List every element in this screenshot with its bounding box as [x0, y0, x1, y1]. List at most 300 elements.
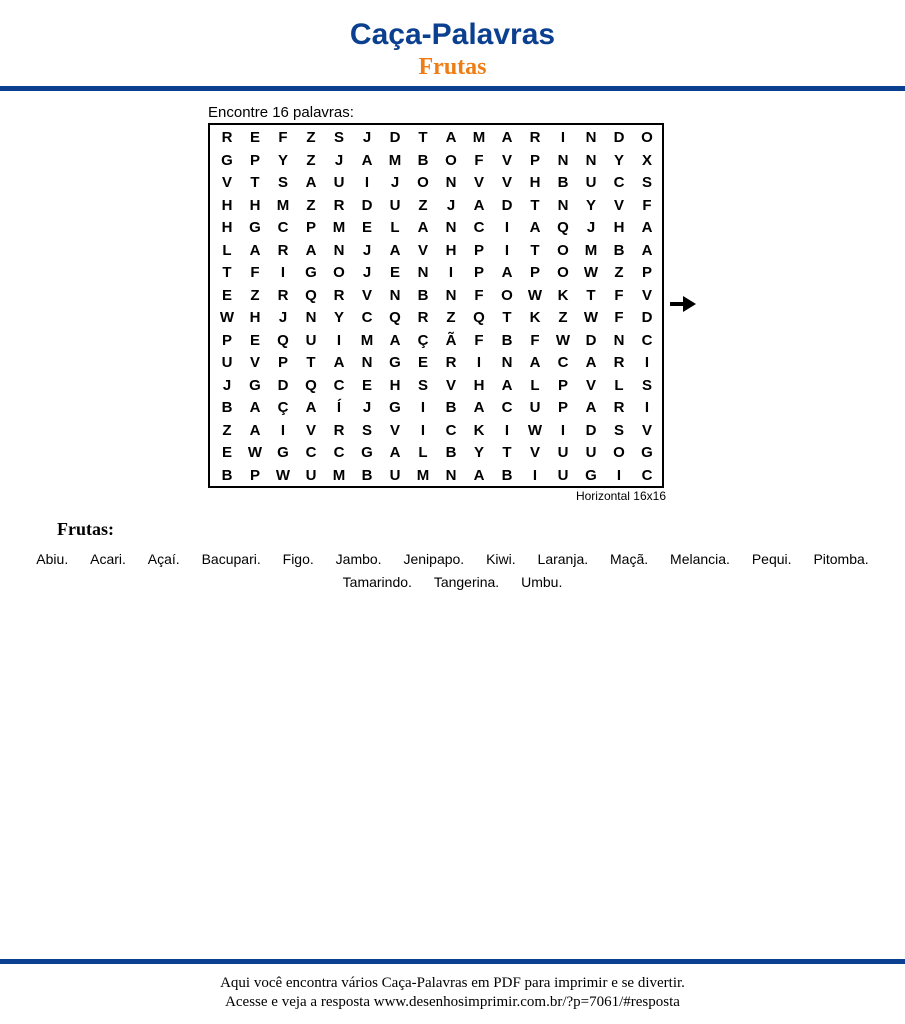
grid-cell: A — [501, 376, 513, 394]
grid-cell: C — [277, 219, 289, 237]
grid-cell: N — [501, 354, 513, 372]
grid-row — [213, 375, 662, 398]
grid-cell: T — [586, 286, 596, 304]
grid-cell: A — [389, 444, 401, 462]
grid-cell: U — [389, 466, 401, 484]
header-divider — [0, 86, 905, 91]
grid-cell: S — [613, 421, 624, 439]
grid-cell: N — [333, 241, 345, 259]
grid-cell: E — [389, 264, 400, 282]
grid-cell: I — [560, 129, 566, 147]
grid-cell: G — [641, 444, 653, 462]
grid-cell: U — [305, 466, 317, 484]
grid-cell: R — [613, 399, 625, 417]
grid-cell: I — [336, 331, 342, 349]
grid-cell: B — [501, 331, 513, 349]
grid-cell: P — [641, 264, 652, 282]
grid-cell: P — [249, 151, 260, 169]
grid-cell: W — [583, 264, 599, 282]
word-list-item: Tamarindo. — [342, 574, 412, 590]
grid-row — [213, 352, 662, 375]
grid-cell: A — [501, 264, 513, 282]
grid-row — [213, 127, 662, 150]
grid-cell: B — [613, 241, 625, 259]
grid-cell: K — [473, 421, 485, 439]
grid-cell: C — [473, 219, 485, 237]
grid-cell: H — [445, 241, 457, 259]
grid-cell: I — [616, 466, 622, 484]
grid-cell: Y — [333, 309, 344, 327]
grid-row — [213, 195, 662, 218]
grid-cell: N — [585, 129, 597, 147]
grid-cell: U — [585, 444, 597, 462]
grid-row — [213, 420, 662, 443]
grid-cell: J — [278, 309, 288, 327]
grid-cell: N — [585, 151, 597, 169]
grid-row — [213, 150, 662, 173]
footer-line-1: Aqui você encontra vários Caça-Palavras em PDF para imprimir e se divertir. — [220, 975, 685, 991]
grid-cell: N — [361, 354, 373, 372]
word-list-item: Pequi. — [751, 551, 792, 567]
grid-cell: K — [529, 309, 541, 327]
grid-row — [213, 307, 662, 330]
grid-cell: R — [529, 129, 541, 147]
grid-cell: A — [641, 219, 653, 237]
grid-row — [213, 465, 662, 488]
grid-cell: Z — [418, 196, 428, 214]
grid-cell: L — [390, 219, 400, 237]
grid-cell: R — [445, 354, 457, 372]
grid-cell: N — [417, 264, 429, 282]
word-list-item: Pitomba. — [813, 551, 869, 567]
grid-cell: G — [249, 376, 261, 394]
grid-cell: N — [613, 331, 625, 349]
word-list-item: Figo. — [282, 551, 314, 567]
grid-cell: P — [529, 151, 540, 169]
grid-cell: G — [277, 444, 289, 462]
grid-cell: L — [614, 376, 624, 394]
grid-cell: A — [501, 129, 513, 147]
grid-row — [213, 285, 662, 308]
grid-cell: H — [221, 196, 233, 214]
grid-cell: W — [219, 309, 235, 327]
grid-cell: N — [557, 151, 569, 169]
grid-cell: U — [529, 399, 541, 417]
grid-cell: G — [361, 444, 373, 462]
grid-cell: A — [249, 241, 261, 259]
grid-cell: I — [364, 174, 370, 192]
grid-cell: Q — [305, 376, 317, 394]
word-list-item: Melancia. — [670, 551, 730, 567]
grid-cell: Z — [558, 309, 568, 327]
grid-cell: I — [448, 264, 454, 282]
grid-cell: Z — [306, 196, 316, 214]
grid-cell: N — [305, 309, 317, 327]
grid-cell: M — [584, 241, 598, 259]
grid-cell: P — [529, 264, 540, 282]
grid-cell: A — [389, 331, 401, 349]
grid-cell: Ã — [445, 331, 457, 349]
grid-cell: S — [333, 129, 344, 147]
grid-cell: U — [389, 196, 401, 214]
grid-cell: J — [334, 151, 344, 169]
grid-cell: B — [501, 466, 513, 484]
grid-cell: D — [585, 421, 597, 439]
grid-cell: I — [644, 354, 650, 372]
grid-cell: D — [585, 331, 597, 349]
grid-cell: H — [473, 376, 485, 394]
grid-cell: U — [557, 466, 569, 484]
grid-cell: G — [249, 219, 261, 237]
grid-row — [213, 240, 662, 263]
grid-cell: B — [221, 399, 233, 417]
grid-cell: T — [306, 354, 316, 372]
grid-cell: Z — [222, 421, 232, 439]
grid-cell: V — [389, 421, 400, 439]
grid-cell: M — [332, 219, 346, 237]
grid-cell: M — [388, 151, 402, 169]
grid-cell: H — [613, 219, 625, 237]
grid-cell: F — [530, 331, 540, 349]
grid-cell: O — [501, 286, 513, 304]
grid-caption: Horizontal 16x16 — [575, 489, 666, 503]
word-list-heading: Frutas: — [57, 519, 114, 539]
grid-cell: D — [501, 196, 513, 214]
grid-cell: Y — [473, 444, 484, 462]
word-list-item: Jambo. — [335, 551, 382, 567]
word-list — [20, 548, 885, 594]
word-list-item: Kiwi. — [486, 551, 516, 567]
word-list-item: Açaí. — [147, 551, 180, 567]
grid-cell: V — [361, 286, 372, 304]
grid-cell: A — [249, 399, 261, 417]
grid-cell: Z — [306, 151, 316, 169]
grid-cell: V — [445, 376, 456, 394]
grid-cell: Y — [613, 151, 624, 169]
grid-cell: M — [276, 196, 290, 214]
footer-divider — [0, 959, 905, 964]
grid-cell: S — [641, 174, 652, 192]
grid-cell: B — [557, 174, 569, 192]
grid-cell: W — [527, 286, 543, 304]
grid-cell: G — [389, 354, 401, 372]
grid-cell: F — [278, 129, 288, 147]
grid-cell: Q — [389, 309, 401, 327]
grid-cell: R — [333, 286, 345, 304]
grid-cell: M — [472, 129, 486, 147]
grid-cell: A — [249, 421, 261, 439]
grid-cell: B — [417, 286, 429, 304]
grid-cell: P — [557, 399, 568, 417]
grid-cell: C — [305, 444, 317, 462]
grid-cell: E — [221, 444, 232, 462]
grid-row — [213, 217, 662, 240]
grid-cell: C — [333, 444, 345, 462]
grid-cell: V — [529, 444, 540, 462]
grid-cell: R — [333, 421, 345, 439]
grid-cell: B — [361, 466, 373, 484]
grid-cell: S — [641, 376, 652, 394]
grid-cell: Y — [585, 196, 596, 214]
grid-cell: T — [530, 196, 540, 214]
grid-cell: J — [446, 196, 456, 214]
grid-cell: V — [473, 174, 484, 192]
grid-cell: A — [529, 219, 541, 237]
grid-cell: I — [560, 421, 566, 439]
word-list-item: Jenipapo. — [403, 551, 465, 567]
grid-cell: W — [275, 466, 291, 484]
grid-cell: Z — [306, 129, 316, 147]
grid-cell: U — [585, 174, 597, 192]
right-arrow-icon — [670, 296, 696, 312]
grid-cell: A — [473, 466, 485, 484]
word-list-item: Bacupari. — [201, 551, 261, 567]
grid-cell: C — [333, 376, 345, 394]
footer-line-2: Acesse e veja a resposta www.desenhosimprimir.com.br/?p=7061/#resposta — [225, 994, 680, 1010]
grid-cell: U — [221, 354, 233, 372]
grid-cell: E — [361, 376, 372, 394]
grid-cell: I — [504, 219, 510, 237]
grid-cell: Y — [277, 151, 288, 169]
grid-cell: B — [417, 151, 429, 169]
grid-cell: O — [641, 129, 653, 147]
grid-cell: P — [277, 354, 288, 372]
page-title: Caça-Palavras — [349, 18, 556, 51]
grid-cell: S — [417, 376, 428, 394]
grid-cell: G — [585, 466, 597, 484]
grid-cell: A — [445, 129, 457, 147]
word-list-item: Umbu. — [521, 574, 563, 590]
grid-cell: O — [417, 174, 429, 192]
grid-cell: C — [613, 174, 625, 192]
grid-cell: C — [557, 354, 569, 372]
grid-cell: H — [249, 196, 261, 214]
word-list-item: Maçã. — [610, 551, 649, 567]
grid-cell: V — [221, 174, 232, 192]
grid-cell: N — [445, 174, 457, 192]
word-list-item: Laranja. — [537, 551, 589, 567]
grid-cell: J — [362, 129, 372, 147]
grid-cell: C — [445, 421, 457, 439]
grid-cell: V — [641, 421, 652, 439]
grid-cell: O — [557, 241, 569, 259]
grid-cell: E — [221, 286, 232, 304]
grid-cell: F — [474, 286, 484, 304]
grid-cell: T — [418, 129, 428, 147]
grid-cell: A — [585, 354, 597, 372]
grid-cell: I — [420, 399, 426, 417]
grid-cell: S — [277, 174, 288, 192]
grid-cell: M — [332, 466, 346, 484]
word-list-item: Tangerina. — [433, 574, 500, 590]
grid-cell: I — [280, 421, 286, 439]
grid-cell: I — [420, 421, 426, 439]
grid-cell: D — [361, 196, 373, 214]
grid-cell: B — [445, 444, 457, 462]
grid-cell: F — [250, 264, 260, 282]
grid-cell: R — [417, 309, 429, 327]
grid-row — [213, 397, 662, 420]
grid-cell: P — [221, 331, 232, 349]
grid-cell: V — [613, 196, 624, 214]
grid-cell: C — [641, 466, 653, 484]
grid-cell: A — [529, 354, 541, 372]
grid-cell: A — [473, 399, 485, 417]
grid-row — [213, 442, 662, 465]
grid-cell: Q — [277, 331, 289, 349]
grid-cell: A — [417, 219, 429, 237]
grid-cell: O — [333, 264, 345, 282]
grid-cell: K — [557, 286, 569, 304]
grid-cell: O — [445, 151, 457, 169]
grid-cell: L — [530, 376, 540, 394]
grid-cell: V — [501, 151, 512, 169]
grid-cell: T — [530, 241, 540, 259]
grid-cell: D — [277, 376, 289, 394]
grid-cell: T — [502, 444, 512, 462]
grid-cell: Ç — [417, 331, 429, 349]
grid-cell: E — [361, 219, 372, 237]
grid-cell: A — [361, 151, 373, 169]
grid-cell: J — [222, 376, 232, 394]
grid-cell: N — [445, 286, 457, 304]
grid-cell: D — [613, 129, 625, 147]
grid-cell: T — [250, 174, 260, 192]
grid-row — [213, 330, 662, 353]
grid-cell: T — [502, 309, 512, 327]
grid-cell: Ç — [277, 399, 289, 417]
grid-cell: F — [614, 286, 624, 304]
grid-cell: N — [389, 286, 401, 304]
grid-cell: B — [445, 399, 457, 417]
puzzle-instruction: Encontre 16 palavras: — [208, 104, 354, 121]
grid-cell: C — [361, 309, 373, 327]
word-list-item: Acari. — [90, 551, 126, 567]
grid-cell: G — [305, 264, 317, 282]
grid-cell: A — [585, 399, 597, 417]
grid-cell: P — [557, 376, 568, 394]
grid-cell: H — [529, 174, 541, 192]
grid-cell: A — [333, 354, 345, 372]
grid-cell: P — [473, 264, 484, 282]
footer — [0, 974, 905, 1012]
grid-row — [213, 172, 662, 195]
grid-cell: H — [249, 309, 261, 327]
grid-cell: D — [389, 129, 401, 147]
grid-cell: J — [362, 264, 372, 282]
grid-cell: C — [641, 331, 653, 349]
grid-cell: N — [445, 466, 457, 484]
grid-cell: I — [532, 466, 538, 484]
grid-cell: C — [501, 399, 513, 417]
grid-cell: R — [221, 129, 233, 147]
grid-cell: V — [501, 174, 512, 192]
grid-cell: U — [305, 331, 317, 349]
grid-cell: E — [249, 129, 260, 147]
grid-cell: M — [360, 331, 374, 349]
grid-cell: Q — [473, 309, 485, 327]
grid-cell: L — [418, 444, 428, 462]
grid-cell: I — [504, 421, 510, 439]
grid-cell: J — [362, 241, 372, 259]
grid-cell: R — [613, 354, 625, 372]
grid-cell: J — [586, 219, 596, 237]
grid-cell: Z — [250, 286, 260, 304]
grid-cell: U — [333, 174, 345, 192]
grid-cell: O — [613, 444, 625, 462]
grid-cell: F — [474, 151, 484, 169]
grid-cell: N — [445, 219, 457, 237]
grid-cell: W — [583, 309, 599, 327]
grid-cell: F — [474, 331, 484, 349]
grid-cell: F — [614, 309, 624, 327]
grid-cell: F — [642, 196, 652, 214]
grid-cell: W — [247, 444, 263, 462]
grid-cell: V — [641, 286, 652, 304]
grid-cell: R — [333, 196, 345, 214]
word-search-grid — [208, 123, 664, 488]
grid-cell: H — [389, 376, 401, 394]
grid-cell: Z — [614, 264, 624, 282]
grid-cell: V — [585, 376, 596, 394]
grid-cell: D — [641, 309, 653, 327]
grid-cell: I — [280, 264, 286, 282]
grid-cell: A — [305, 174, 317, 192]
grid-cell: W — [555, 331, 571, 349]
grid-cell: M — [416, 466, 430, 484]
grid-cell: J — [390, 174, 400, 192]
grid-cell: A — [305, 241, 317, 259]
page-subtitle: Frutas — [418, 54, 487, 80]
grid-cell: N — [557, 196, 569, 214]
grid-cell: Í — [336, 399, 342, 417]
grid-cell: B — [221, 466, 233, 484]
grid-cell: R — [277, 286, 289, 304]
grid-cell: U — [557, 444, 569, 462]
grid-cell: E — [249, 331, 260, 349]
grid-cell: G — [221, 151, 233, 169]
grid-cell: V — [249, 354, 260, 372]
grid-cell: S — [361, 421, 372, 439]
grid-cell: E — [417, 354, 428, 372]
grid-cell: V — [305, 421, 316, 439]
grid-cell: A — [389, 241, 401, 259]
grid-cell: A — [305, 399, 317, 417]
grid-cell: T — [222, 264, 232, 282]
grid-cell: H — [221, 219, 233, 237]
grid-cell: R — [277, 241, 289, 259]
grid-cell: V — [417, 241, 428, 259]
grid-cell: I — [504, 241, 510, 259]
grid-cell: W — [527, 421, 543, 439]
grid-cell: A — [473, 196, 485, 214]
grid-cell: P — [305, 219, 316, 237]
grid-cell: I — [476, 354, 482, 372]
grid-cell: L — [222, 241, 232, 259]
grid-cell: P — [249, 466, 260, 484]
grid-cell: Q — [305, 286, 317, 304]
grid-row — [213, 262, 662, 285]
grid-cell: Z — [446, 309, 456, 327]
grid-cell: P — [473, 241, 484, 259]
grid-cell: G — [389, 399, 401, 417]
word-list-item: Abiu. — [36, 551, 69, 567]
grid-cell: I — [644, 399, 650, 417]
grid-cell: J — [362, 399, 372, 417]
grid-cell: O — [557, 264, 569, 282]
grid-cell: Q — [557, 219, 569, 237]
grid-cell: X — [641, 151, 652, 169]
